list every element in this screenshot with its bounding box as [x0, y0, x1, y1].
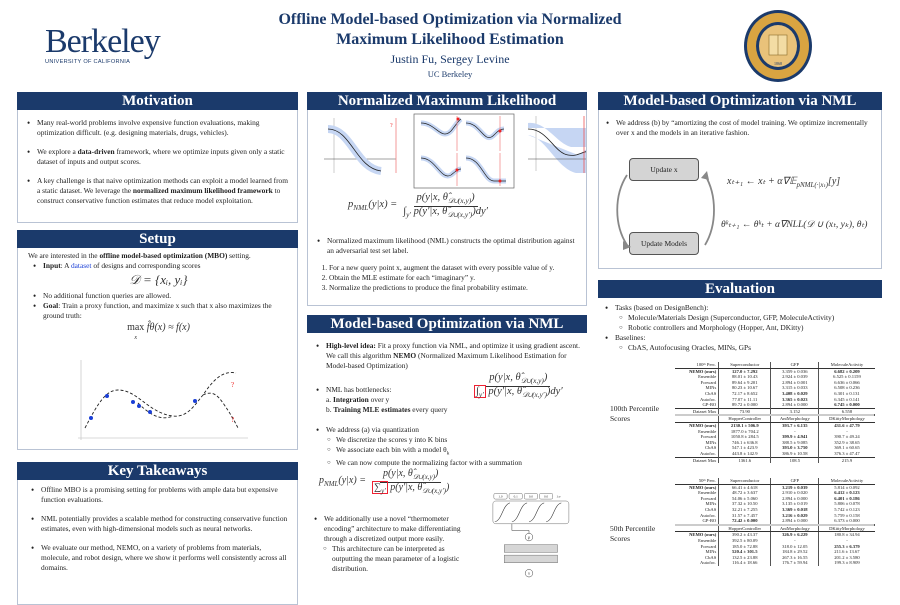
- score-cell: 1877.0 ± 704.2: [719, 429, 771, 435]
- dataset-max-row: [675, 457, 875, 463]
- table-100th-label: 100th Percentile Scores: [610, 404, 659, 423]
- text-segment: No additional function queries are allowed.: [43, 291, 172, 300]
- score-cell: 2.910 ± 0.020: [771, 490, 819, 496]
- method-name: Ensemble: [675, 374, 719, 380]
- fit-plot-left: [324, 118, 396, 173]
- eval-sub-item: ○ Molecule/Materials Design (Superconductor, GFP, MoleculeActivity): [615, 313, 877, 323]
- text-segment: We are interested in the: [28, 251, 100, 260]
- bin-2: 0.0: [528, 494, 533, 499]
- score-cell: 5.806 ± 0.078: [819, 501, 875, 507]
- score-cell: 2.894 ± 0.000: [771, 402, 819, 408]
- text-segment: A key challenge is that naive optimization methods can exploit a model learned from a static dataset. We leverage the: [37, 176, 288, 195]
- column-header: Superconductor: [719, 478, 771, 484]
- poster-title: [200, 10, 700, 50]
- nemo-nml-fraction: [471, 373, 566, 400]
- num-sub: 𝒟∪(x,y): [520, 376, 544, 386]
- setup-header: Setup: [17, 230, 298, 248]
- bold-text: NEMO: [393, 351, 417, 360]
- score-cell: 176.7 ± 59.94: [771, 560, 819, 566]
- eval-sub-item: ○ Robotic controllers and Morphology (Hopper, Ant, DKitty): [615, 323, 877, 333]
- bullet-item: [28, 514, 289, 534]
- nml-formula: [348, 193, 563, 220]
- bold-text: Goal: [43, 301, 59, 310]
- quant-sub-k: k: [446, 450, 450, 457]
- dataset-max-cell: 3.152: [771, 408, 819, 414]
- score-cell: 5.742 ± 0.123: [819, 507, 875, 513]
- score-cell: 547.1 ± 423.9: [719, 445, 771, 451]
- quant-sub-2-text: We associate each bin with a model θ: [336, 445, 447, 454]
- step-item: 3. Normalize the predictions to produce the final probability estimate.: [329, 283, 582, 293]
- score-cell: 267.3 ± 16.55: [771, 555, 819, 561]
- update-x-equation: [727, 177, 840, 190]
- evaluation-section: [598, 298, 882, 605]
- score-cell: 443.8 ± 142.9: [719, 451, 771, 457]
- dataset-max-cell: 1361.6: [719, 457, 771, 463]
- text-segment: to construct conservative function estimates that reduce model exploitation.: [37, 186, 281, 205]
- score-cell: 393.7 ± 6.135: [771, 422, 819, 428]
- score-cell: 390.7 ± 49.24: [819, 434, 875, 440]
- bullet-item: [314, 236, 582, 256]
- bullet-item: [30, 261, 289, 271]
- method-name: MINs: [675, 440, 719, 446]
- den-mid: p(y′|x, θ̂: [411, 206, 448, 218]
- text-segment: Offline MBO is a promising setting for problems with ample data but expensive function evaluations.: [41, 485, 278, 504]
- objective-rest: f̂θ(x) ≈ f(x): [146, 322, 190, 333]
- setup-bullets-2: [30, 291, 289, 321]
- method-name: Ensemble: [675, 429, 719, 435]
- column-header: HopperController: [719, 416, 771, 422]
- eval-bullet: [602, 333, 877, 353]
- den-sub2: 𝒟∪(x,y′): [422, 487, 446, 495]
- column-header: MoleculeActivity: [819, 478, 875, 484]
- method-name: NEMO (ours): [675, 368, 719, 374]
- berkeley-wordmark: Berkeley: [45, 23, 160, 60]
- title-line-1: Offline Model-based Optimization via Normalized: [278, 11, 622, 28]
- x-node: x: [528, 571, 530, 576]
- score-cell: 66.41 ± 4.618: [719, 484, 771, 490]
- text-segment: : Train a proxy function, and maximize x such that x also maximizes the ground truth:: [43, 301, 272, 320]
- method-name: Forward: [675, 544, 719, 550]
- score-cell: 3.408 ± 0.029: [771, 391, 819, 397]
- quant-sub-1: ○ We discretize the scores y into K bins: [323, 435, 583, 445]
- score-cell: 89.72 ± 0.000: [719, 402, 771, 408]
- score-cell: 6.525 ± 0.1159: [819, 374, 875, 380]
- nml-section: [307, 110, 587, 306]
- update-theta-equation: θᵏₜ₊₁ ← θᵏₜ + α∇NLL(𝒟 ∪ (xₜ, yₖ), θₜ): [721, 220, 868, 230]
- score-cell: 376.3 ± 47.47: [819, 451, 875, 457]
- column-header: DKittyMorphology: [819, 416, 875, 422]
- score-cell: 2.924 ± 0.039: [771, 374, 819, 380]
- quantization: • We address (a) via quantization: [313, 425, 583, 435]
- column-header: MoleculeActivity: [819, 362, 875, 368]
- column-header: AntMorphology: [771, 526, 819, 532]
- authors: Justin Fu, Sergey Levine: [390, 52, 510, 66]
- text-segment: Many real-world problems involve expensive function evaluations, making optimization difficult. (e.g. designing materials, drugs, vehicles).: [37, 118, 260, 137]
- method-name: CbAS: [675, 507, 719, 513]
- score-cell: 746.1 ± 636.8: [719, 440, 771, 446]
- bullet-item: [24, 176, 289, 206]
- question-mark-upper: ?: [231, 381, 235, 389]
- score-cell: 399.9 ± 4.941: [771, 434, 819, 440]
- method-name: CbAS: [675, 555, 719, 561]
- text-segment: We address (b) by “amortizing the cost of model training. We optimize incrementally over x and the models in an iterative fashion.: [616, 118, 868, 137]
- score-cell: 32.21 ± 7.255: [719, 507, 771, 513]
- dataset-max-cell: 73.90: [719, 408, 771, 414]
- column-header: DKittyMorphology: [819, 526, 875, 532]
- score-cell: 369.1 ± 60.65: [819, 445, 875, 451]
- nemo-header: Model-based Optimization via NML: [307, 315, 587, 333]
- score-cell: 6.636 ± 0.066: [819, 380, 875, 386]
- bullet-item: [24, 118, 289, 138]
- score-cell: 431.6 ± 47.79: [819, 422, 875, 428]
- score-cell: 132.5 ± 23.88: [719, 555, 771, 561]
- bottleneck-a: Integration: [332, 395, 369, 404]
- score-cell: 2.894 ± 0.000: [771, 518, 819, 524]
- method-name: NEMO (ours): [675, 484, 719, 490]
- score-cell: 2130.1 ± 506.9: [719, 422, 771, 428]
- motivation-section: [17, 110, 298, 223]
- score-cell: 3.359 ± 0.036: [771, 368, 819, 374]
- score-cell: 6.412 ± 0.123: [819, 490, 875, 496]
- score-cell: 520.4 ± 301.5: [719, 549, 771, 555]
- thermometer-sub: ○ This architecture can be interpreted as outputting the mean parameter of a logistic distribution.: [319, 544, 466, 574]
- method-name: Autofoc.: [675, 397, 719, 403]
- step-item: 1. For a new query point x, augment the dataset with every possible value of y.: [329, 263, 582, 273]
- text-segment: Fit a proxy function via NML, and optimize it using gradient ascent. We call this algorithm: [326, 341, 580, 360]
- mbo-right-section: [598, 110, 882, 269]
- text-segment: NML potentially provides a scalable method for constructing conservative function estimates, even with high-dimensional models such as neural networks.: [41, 514, 288, 533]
- nml-question-mark: ?: [390, 123, 393, 129]
- mu-node: μ: [528, 535, 530, 540]
- den-end: )dy′: [472, 206, 488, 218]
- text-segment: We explore a: [37, 147, 78, 156]
- eq-x: xₜ₊₁ ← xₜ + α∇𝔼: [727, 176, 797, 187]
- title-line-2: Maximum Likelihood Estimation: [336, 31, 564, 48]
- method-name: Forward: [675, 380, 719, 386]
- bold-text: offline model-based optimization (MBO): [99, 251, 228, 260]
- score-cell: 199.3 ± 8.909: [819, 560, 875, 566]
- score-cell: 184.8 ± 29.52: [771, 549, 819, 555]
- nml-plot-right: [528, 113, 586, 173]
- integral-highlight: [474, 385, 486, 398]
- score-cell: -: [771, 429, 819, 435]
- method-name: CbAS: [675, 391, 719, 397]
- score-cell: 386.9 ± 10.58: [771, 451, 819, 457]
- score-cell: 2.894 ± 0.001: [771, 380, 819, 386]
- bin-1: 0.1: [513, 494, 518, 499]
- score-cell: 6.373 ± 0.000: [819, 518, 875, 524]
- table-row: [675, 560, 875, 566]
- score-cell: 72.42 ± 0.000: [719, 518, 771, 524]
- bottleneck-b-rest: every query: [410, 405, 448, 414]
- dataset-formula: 𝒟 = {xᵢ, yᵢ}: [129, 272, 188, 287]
- max-op: max: [127, 322, 145, 333]
- sum-sub: y′: [381, 487, 386, 495]
- thermometer-bullet: [311, 514, 466, 544]
- table-50th-label: 50th Percentile Scores: [610, 524, 656, 543]
- method-name: Ensemble: [675, 538, 719, 544]
- sum: ∑: [373, 482, 382, 493]
- score-cell: 388.5 ± 9.085: [771, 440, 819, 446]
- score-cell: 211.6 ± 13.67: [819, 549, 875, 555]
- column-header: AntMorphology: [771, 416, 819, 422]
- nemo-section: • High-level idea: Fit a proxy function via NML, and optimize it using gradient ascent. We call this algorithm NEMO (Normalized Maximum Likelihood Estimation for Model-based Optimization) • NML has bottlenecks: a. Integration over y b. Training MLE estimates every query $\frac{p(y|x, \thetâ_{𝒟\cup(x,y)})}{\int_{y'} p(y'|x, \thetâ_{𝒟\cup(x,y')})dy'}$ • We address (a) via quantization ○ We discretize the scores y into K bins ○ We associate each bin with a model $\theta_k$ ○ We can now compute the normalizing factor with a summation $p_{NML}(y|x)$ = $\frac{p(y|x, \thetâ_{𝒟\cup(x,y)})}{\sum_{y'} p(y'|x, \thetâ_{𝒟\cup(x,y')})}$ • We additionally use a novel “thermometer encoding” architecture to make differentiating through a discretized output more easily. ○ This architecture can be interpreted as outputting the mean parameter of a logistic distribution. 1.0 0.1 0.0 0.0 1:e μ x: [307, 333, 587, 605]
- setup-intro: [28, 251, 289, 261]
- nemo-idea: [313, 341, 583, 371]
- score-cell: 127.0 ± 7.292: [719, 368, 771, 374]
- table-100th: [675, 362, 875, 463]
- sum-highlight: [372, 481, 388, 494]
- text-segment: We evaluate our method, NEMO, on a variety of problems from materials, molecule, and robot design, where we show it performs well consistently across all domains.: [41, 543, 287, 572]
- evaluation-header: Evaluation: [598, 280, 882, 298]
- column-header: Superconductor: [719, 362, 771, 368]
- score-cell: 201.2 ± 3.580: [819, 555, 875, 561]
- nml-bullets: [314, 236, 582, 256]
- den-sub: y′: [478, 390, 484, 400]
- nml-header: Normalized Maximum Likelihood: [307, 92, 587, 110]
- lhs-rest: (y|x) =: [338, 475, 366, 486]
- score-cell: 318.0 ± 12.05: [771, 544, 819, 550]
- score-cell: 31.57 ± 7.457: [719, 513, 771, 519]
- num-sub: 𝒟∪(x,y): [412, 473, 435, 481]
- method-name: Ensemble: [675, 490, 719, 496]
- bullet-item: [24, 147, 289, 167]
- dataset-max-cell: 6.558: [819, 408, 875, 414]
- bullet-item: [28, 543, 289, 573]
- score-cell: 326.9 ± 6.229: [771, 532, 819, 538]
- score-cell: 6.682 ± 0.209: [819, 368, 875, 374]
- method-name: MINs: [675, 501, 719, 507]
- evaluation-bullets: [602, 303, 877, 353]
- nml-text: [314, 236, 582, 293]
- berkeley-logo: [45, 25, 170, 70]
- num-end: ): [435, 468, 439, 479]
- bottleneck-a-rest: over y: [368, 395, 390, 404]
- lhs-sub: NML: [353, 203, 369, 213]
- column-header: GFP: [771, 478, 819, 484]
- den-sub2: 𝒟∪(x,y′): [522, 390, 547, 400]
- den-mid: p(y′|x, θ̂: [387, 482, 423, 493]
- den-sub: y′: [406, 210, 412, 220]
- score-cell: 72.17 ± 8.652: [719, 391, 771, 397]
- text-segment: We additionally use a novel “thermometer encoding” architecture to make differentiating through a discretized output more easily.: [324, 514, 461, 543]
- score-cell: 54.06 ± 5.060: [719, 496, 771, 502]
- berkeley-sub: UNIVERSITY OF CALIFORNIA: [45, 59, 131, 65]
- eq-x-end: [y]: [827, 176, 841, 187]
- max-sub: x: [134, 335, 137, 341]
- quant-sub-2: [323, 445, 583, 458]
- dataset-max-cell: Dataset Max: [675, 408, 719, 414]
- nemo-sum-formula: [319, 469, 452, 496]
- update-models-box: Update Models: [629, 232, 699, 255]
- eval-bullet-text: Tasks (based on DesignBench):: [615, 303, 709, 312]
- dataset-max-cell: Dataset Max: [675, 457, 719, 463]
- text-segment: : A: [60, 261, 71, 270]
- nml-illustration: [316, 113, 586, 193]
- nml-fraction: [400, 193, 491, 220]
- method-name: MINs: [675, 385, 719, 391]
- score-cell: 185.0 ± 72.88: [719, 544, 771, 550]
- bold-text: data-driven: [77, 147, 115, 156]
- uc-seal: [743, 9, 813, 83]
- num: p(y|x, θ̂: [382, 468, 413, 479]
- step-item: 2. Obtain the MLE estimate for each “imaginary” y.: [329, 273, 582, 283]
- score-cell: 255.3 ± 6.379: [819, 544, 875, 550]
- bold-text: Input: [43, 261, 61, 270]
- objective-formula: [28, 323, 289, 343]
- method-name: MINs: [675, 549, 719, 555]
- svg-text:1868: 1868: [774, 61, 782, 66]
- score-cell: 5.759 ± 0.158: [819, 513, 875, 519]
- text-segment: setting.: [227, 251, 251, 260]
- lhs: p: [319, 475, 324, 486]
- eval-bullet-text: Baselines:: [615, 333, 646, 342]
- lhs: p: [348, 199, 354, 211]
- eval-bullet: [602, 303, 877, 333]
- num-end: ): [543, 372, 548, 383]
- score-cell: -: [819, 429, 875, 435]
- column-header: GFP: [771, 362, 819, 368]
- question-mark-lower: ?: [231, 416, 235, 424]
- score-cell: 3.216 ± 0.029: [771, 513, 819, 519]
- cycle-arrows: [609, 165, 721, 255]
- score-cell: 180.8 ± 34.94: [819, 532, 875, 538]
- text-segment: of designs and corresponding scores: [91, 261, 201, 270]
- table-50th: [675, 478, 875, 566]
- num: p(y|x, θ̂: [489, 372, 521, 383]
- bottlenecks: • NML has bottlenecks:: [313, 385, 463, 395]
- bullet-item: [28, 485, 289, 505]
- method-name: Autofoc.: [675, 513, 719, 519]
- bold-text: High-level idea:: [326, 341, 376, 350]
- method-name: Forward: [675, 434, 719, 440]
- quant-sub-3: ○ We can now compute the normalizing factor with a summation: [323, 458, 583, 468]
- amortize-bullet: [603, 118, 878, 138]
- den-int: ∫: [476, 386, 479, 398]
- score-cell: 6.508 ± 0.236: [819, 385, 875, 391]
- score-cell: 352.9 ± 38.65: [819, 440, 875, 446]
- eval-sub-item: ○ CbAS, Autofocusing Oracles, MINs, GPs: [615, 343, 877, 353]
- method-name: Autofoc.: [675, 560, 719, 566]
- bullet-item: [30, 291, 289, 301]
- score-cell: 88.01 ± 10.43: [719, 374, 771, 380]
- eq-x-sub: pNML(·|xₜ): [796, 181, 828, 189]
- method-name: NEMO (ours): [675, 422, 719, 428]
- bin-3: 0.0: [544, 494, 549, 499]
- score-cell: 6.301 ± 0.131: [819, 391, 875, 397]
- score-cell: -: [819, 538, 875, 544]
- den-sub2: 𝒟∪(x,y′): [447, 210, 473, 220]
- score-cell: 3.365 ± 0.023: [771, 397, 819, 403]
- method-name: Forward: [675, 496, 719, 502]
- score-cell: 6.345 ± 0.141: [819, 397, 875, 403]
- dataset-max-cell: 215.9: [819, 457, 875, 463]
- dataset-max-cell: 108.5: [771, 457, 819, 463]
- motivation-bullets: [24, 118, 289, 206]
- column-header: 100ᵗʰ Perc.: [675, 362, 719, 368]
- bin-0: 1.0: [498, 494, 503, 499]
- column-header: HopperController: [719, 526, 771, 532]
- text-segment: Normalized maximum likelihood (NML) constructs the optimal distribution against an adversarial test set label.: [327, 236, 575, 255]
- num-sub: 𝒟∪(x,y): [447, 196, 472, 206]
- score-cell: 37.32 ± 10.50: [719, 501, 771, 507]
- affiliation: UC Berkeley: [427, 69, 473, 79]
- den-mid: p(y′|x, θ̂: [485, 386, 523, 398]
- score-cell: 390.2 ± 43.37: [719, 532, 771, 538]
- lhs-rest: (y|x) =: [368, 199, 398, 211]
- lhs-sub: NML: [324, 480, 339, 488]
- score-cell: 6.401 ± 0.186: [819, 496, 875, 502]
- score-cell: 393.0 ± 3.750: [771, 445, 819, 451]
- takeaways-header: Key Takeaways: [17, 462, 298, 480]
- score-cell: 80.23 ± 10.67: [719, 385, 771, 391]
- num: p(y|x, θ̂: [416, 192, 448, 203]
- optimization-illustration: [78, 358, 253, 443]
- takeaways-section: [17, 480, 298, 605]
- dataset-link[interactable]: dataset: [70, 261, 92, 270]
- method-name: GP-BO: [675, 518, 719, 524]
- bullet-item: [30, 301, 289, 321]
- score-cell: 3.315 ± 0.033: [771, 385, 819, 391]
- score-cell: 77.07 ± 11.11: [719, 397, 771, 403]
- update-x-box: Update x: [629, 158, 699, 181]
- method-name: CbAS: [675, 445, 719, 451]
- method-name: GP-BO: [675, 402, 719, 408]
- nml-steps: [314, 263, 582, 293]
- bin-k: 1:e: [556, 494, 561, 499]
- score-cell: 3.219 ± 0.039: [771, 484, 819, 490]
- column-header: 50ᵗʰ Perc.: [675, 478, 719, 484]
- idea-bullet: [313, 341, 583, 371]
- thermometer-architecture-diagram: [491, 489, 586, 589]
- score-cell: 2.894 ± 0.000: [771, 496, 819, 502]
- bold-text: normalized maximum likelihood framework: [132, 186, 273, 195]
- score-cell: 3.369 ± 0.018: [771, 507, 819, 513]
- score-cell: 116.4 ± 18.66: [719, 560, 771, 566]
- score-cell: 6.745 ± 0.000: [819, 402, 875, 408]
- score-cell: 392.5 ± 80.09: [719, 538, 771, 544]
- score-cell: 3.135 ± 0.019: [771, 501, 819, 507]
- mbo-right-header: Model-based Optimization via NML: [598, 92, 882, 110]
- num-end: ): [471, 192, 475, 203]
- bottleneck-b: Training MLE estimates: [333, 405, 411, 414]
- text-segment: framework, where we optimize inputs given only a static dataset of inputs and output scores.: [37, 147, 285, 166]
- method-name: Autofoc.: [675, 451, 719, 457]
- results-table: [675, 478, 875, 566]
- score-cell: 89.64 ± 9.201: [719, 380, 771, 386]
- setup-section: [17, 248, 298, 450]
- den-end: ): [446, 482, 450, 493]
- score-cell: -: [771, 538, 819, 544]
- setup-bullets-1: [30, 261, 289, 271]
- method-name: NEMO (ours): [675, 532, 719, 538]
- den-int: ∫: [403, 206, 407, 218]
- score-cell: 48.72 ± 3.637: [719, 490, 771, 496]
- motivation-header: Motivation: [17, 92, 298, 110]
- den-end: )dy′: [546, 386, 563, 398]
- score-cell: 1050.8 ± 284.5: [719, 434, 771, 440]
- text-segment: (Normalized Maximum Likelihood Estimation for Model-based Optimization): [326, 351, 567, 370]
- takeaways-bullets: [28, 485, 289, 573]
- results-table: [675, 362, 875, 463]
- score-cell: 5.814 ± 0.092: [819, 484, 875, 490]
